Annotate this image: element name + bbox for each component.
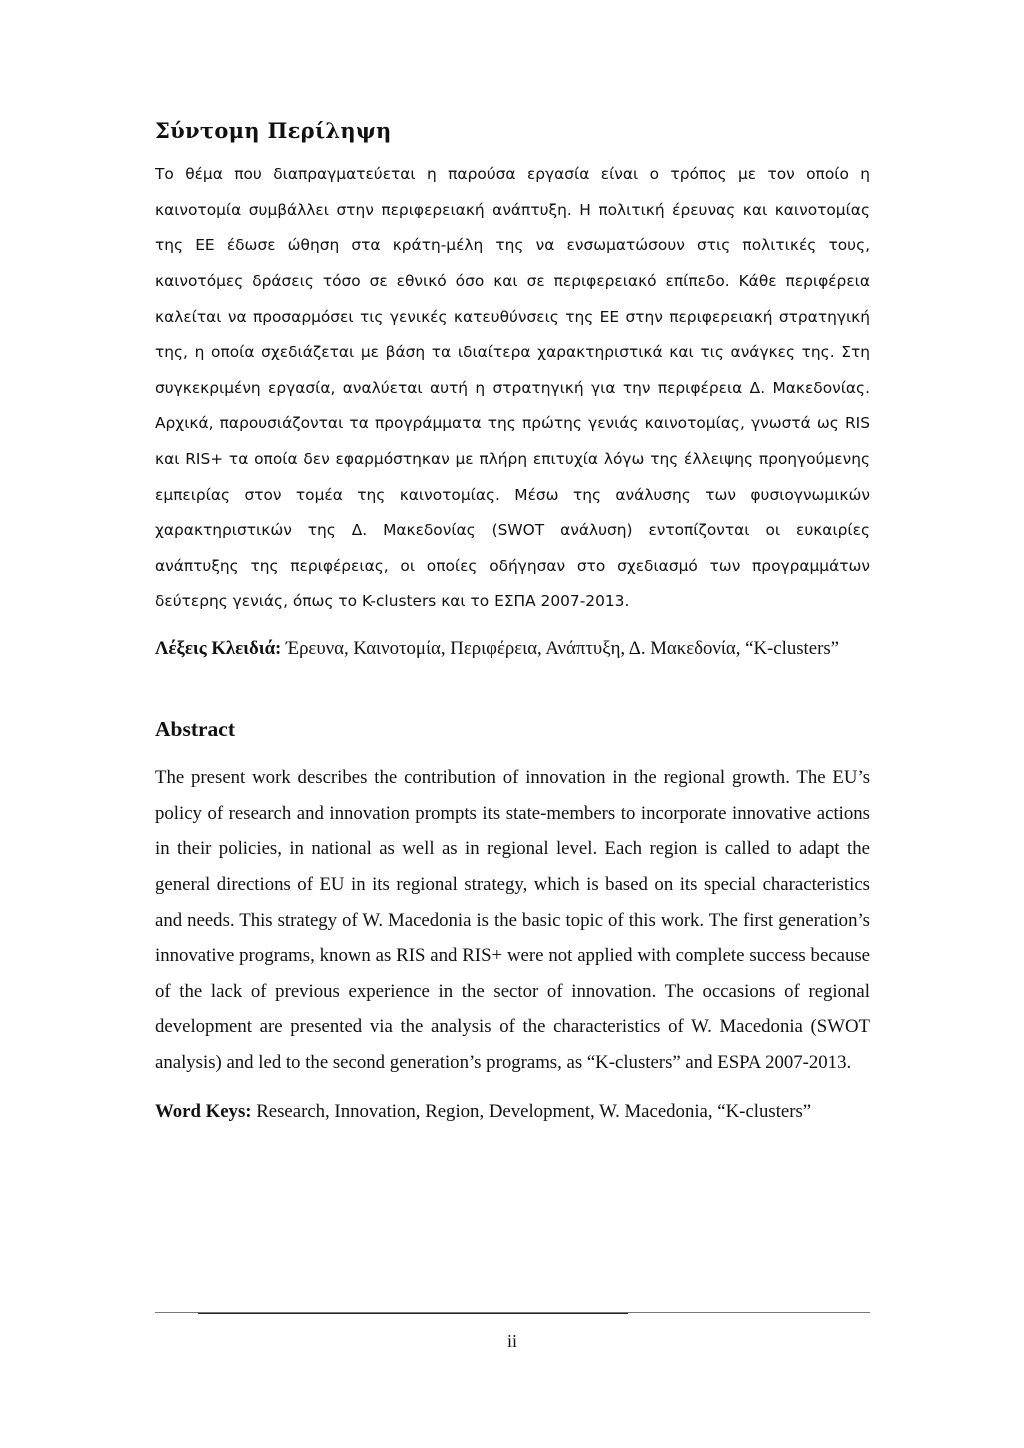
footer-divider-emphasis bbox=[198, 1313, 628, 1314]
document-page bbox=[155, 118, 870, 1129]
greek-keywords-text: Έρευνα, Καινοτομία, Περιφέρεια, Ανάπτυξη, Δ. Μακεδονία, “K-clusters” bbox=[286, 637, 839, 659]
greek-summary-title: Σύντομη Περίληψη bbox=[155, 118, 392, 143]
abstract-body: The present work describes the contribution of innovation in the regional growth. The EU’s policy of research and innovation prompts its state-members to incorporate innovative actions in their policies, in national as well as in regional level. Each region is called to adapt the general directions of EU in its regional strategy, which is based on its special characteristics and needs. This strategy of W. Macedonia is the basic topic of this work. The first generation’s innovative programs, known as RIS and RIS+ were not applied with complete success because of the lack of previous experience in the sector of innovation. The occasions of regional development are presented via the analysis of the characteristics of W. Macedonia (SWOT analysis) and led to the second generation’s programs, as “K-clusters” and ESPA 2007-2013. bbox=[155, 767, 870, 1074]
abstract-title: Abstract bbox=[155, 716, 236, 741]
english-keywords bbox=[155, 1094, 870, 1130]
english-keywords-text: Research, Innovation, Region, Development, W. Macedonia, “K-clusters” bbox=[256, 1100, 812, 1122]
english-keywords-label: Word Keys: bbox=[155, 1100, 252, 1122]
greek-keywords-label: Λέξεις Κλειδιά: bbox=[155, 637, 282, 659]
greek-summary-body: Το θέμα που διαπραγματεύεται η παρούσα εργασία είναι ο τρόπος με τον οποίο η καινοτομία συμβάλλει στην περιφερειακή ανάπτυξη. Η πολιτική έρευνας και καινοτομίας της ΕΕ έδωσε ώθηση στα κράτη-μέλη της να ενσωματώσουν στις πολιτικές τους, καινοτόμες δράσεις τόσο σε εθνικό όσο και σε περιφερειακό επίπεδο. Κάθε περιφέρεια καλείται να προσαρμόσει τις γενικές κατευθύνσεις της ΕΕ στην περιφερειακή στρατηγική της, η οποία σχεδιάζεται με βάση τα ιδιαίτερα χαρακτηριστικά και τις ανάγκες της. Στη συγκεκριμένη εργασία, αναλύεται αυτή η στρατηγική για την περιφέρεια Δ. Μακεδονίας. Αρχικά, παρουσιάζονται τα προγράμματα της πρώτης γενιάς καινοτομίας, γνωστά ως RIS και RIS+ τα οποία δεν εφαρμόστηκαν με πλήρη επιτυχία λόγω της έλλειψης προηγούμενης εμπειρίας στον τομέα της καινοτομίας. Μέσω της ανάλυσης των φυσιογνωμικών χαρακτηριστικών της Δ. Μακεδονίας (SWOT ανάλυση) εντοπίζονται οι ευκαιρίες ανάπτυξης της περιφέρειας, οι οποίες οδήγησαν στο σχεδιασμό των προγραμμάτων δεύτερης γενιάς, όπως το K-clusters και το ΕΣΠΑ 2007-2013. bbox=[155, 165, 870, 611]
page-number: ii bbox=[506, 1331, 517, 1351]
greek-keywords bbox=[155, 631, 870, 667]
